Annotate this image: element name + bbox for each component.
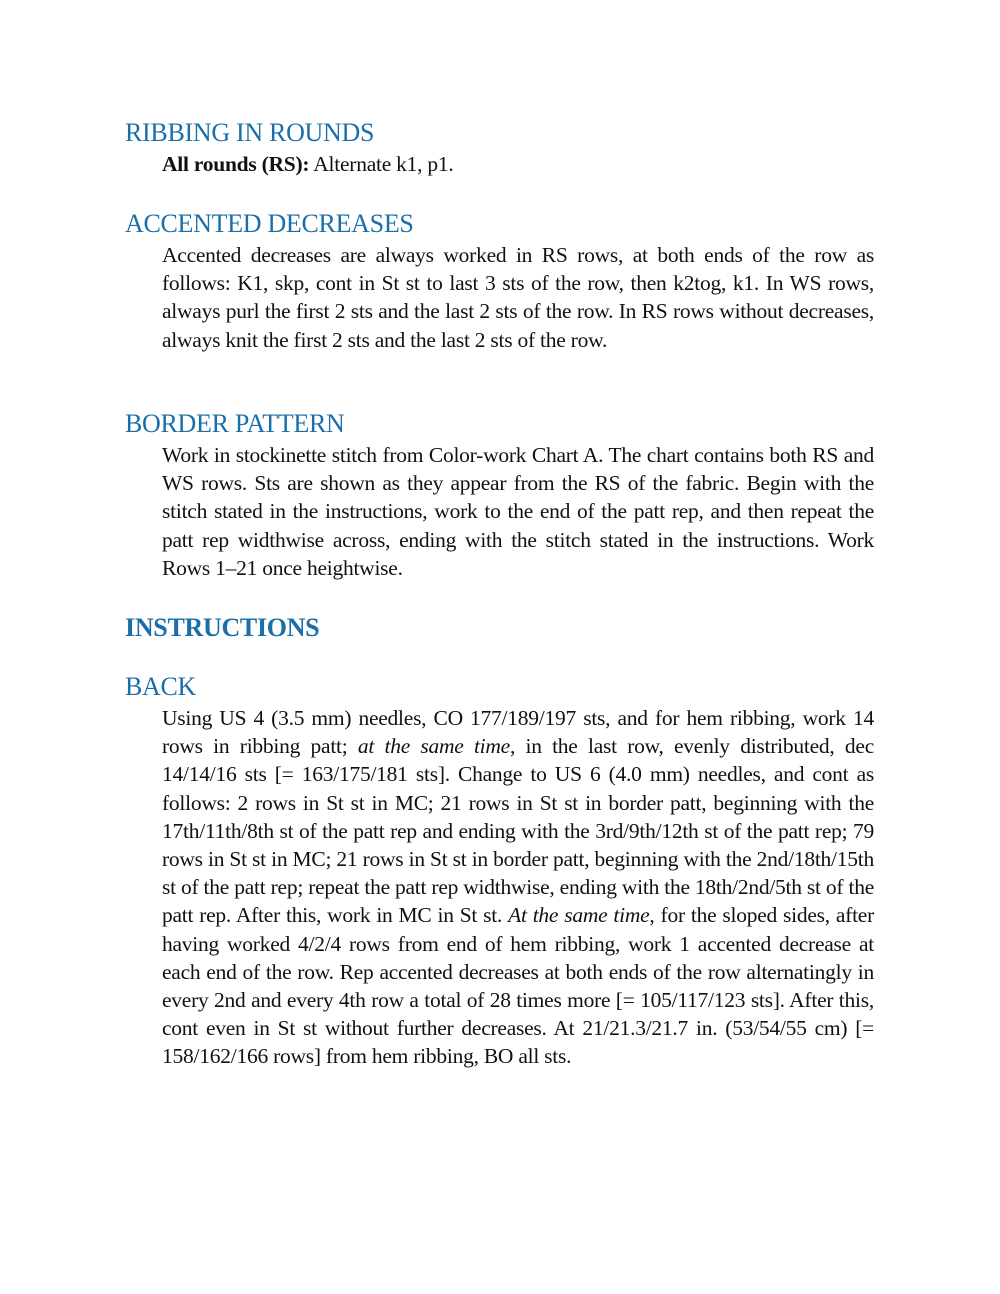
section-body xyxy=(162,150,874,178)
section-body xyxy=(162,704,874,1071)
section-body: Accented decreases are always worked in RS rows, at both ends of the row as follows: K1, skp, cont in St st to last 3 sts of the row, then k2tog, k1. In WS rows, always purl the first 2 sts and the last 2 sts of the row. In RS rows without decreases, always knit the first 2 sts and the last 2 sts of the row. xyxy=(162,243,874,352)
section-heading: RIBBING IN ROUNDS xyxy=(125,118,375,147)
emphasis-text: at the same time xyxy=(357,734,510,759)
section-heading: ACCENTED DECREASES xyxy=(125,209,414,238)
section-accented-decreases xyxy=(125,209,875,354)
section-body: Work in stockinette stitch from Color-work Chart A. The chart contains both RS and WS rows. Sts are shown as they appear from the RS of the fabric. Begin with the stitch stated in the instructions, work to the end of the patt rep, and then repeat the patt rep widthwise across, ending with the stitch stated in the instructions. Work Rows 1–21 once heightwise. xyxy=(162,443,874,580)
section-heading: BORDER PATTERN xyxy=(125,409,345,438)
section-ribbing-in-rounds xyxy=(125,118,875,178)
section-border-pattern xyxy=(125,409,875,582)
main-heading: INSTRUCTIONS xyxy=(125,613,320,642)
rounds-instruction: Alternate k1, p1. xyxy=(309,152,454,176)
body-text: , for the sloped sides, after having worked 4/2/4 rows from end of hem ribbing, work 1 accented decrease at each end of the row. Rep accented decreases at both ends of the row alternatingly in every 2nd and every 4th row a total of 28 times more [= 105/117/123 sts]. After this, cont even in St st without further decreases. At 21/21.3/21.7 in. (53/54/55 cm) [= 158/162/166 rows] from hem ribbing, BO all sts. xyxy=(162,903,874,1069)
section-back xyxy=(125,672,875,1071)
emphasis-text: At the same time xyxy=(508,903,650,928)
body-text: Using US 4 (3.5 mm) needles, CO 177/189/197 sts, and for hem ribbing, work 14 rows in ribbing patt; xyxy=(162,706,874,759)
section-heading: BACK xyxy=(125,672,197,701)
section-instructions xyxy=(125,613,875,643)
rounds-label: All rounds (RS): xyxy=(162,152,310,176)
body-text: , in the last row, evenly distributed, dec 14/14/16 sts [= 163/175/181 sts]. Change to US 6 (4.0 mm) needles, and cont as follows: 2 rows in St st in MC; 21 rows in St st in border patt, beginning with the 17th/11th/8th st of the patt rep and ending with the 3rd/9th/12th st of the patt rep; 79 rows in St st in MC; 21 rows in St st in border patt, beginning with the 2nd/18th/15th st of the patt rep; repeat the patt rep widthwise, ending with the 18th/2nd/5th st of the patt rep. After this, work in MC in St st. xyxy=(162,734,874,928)
